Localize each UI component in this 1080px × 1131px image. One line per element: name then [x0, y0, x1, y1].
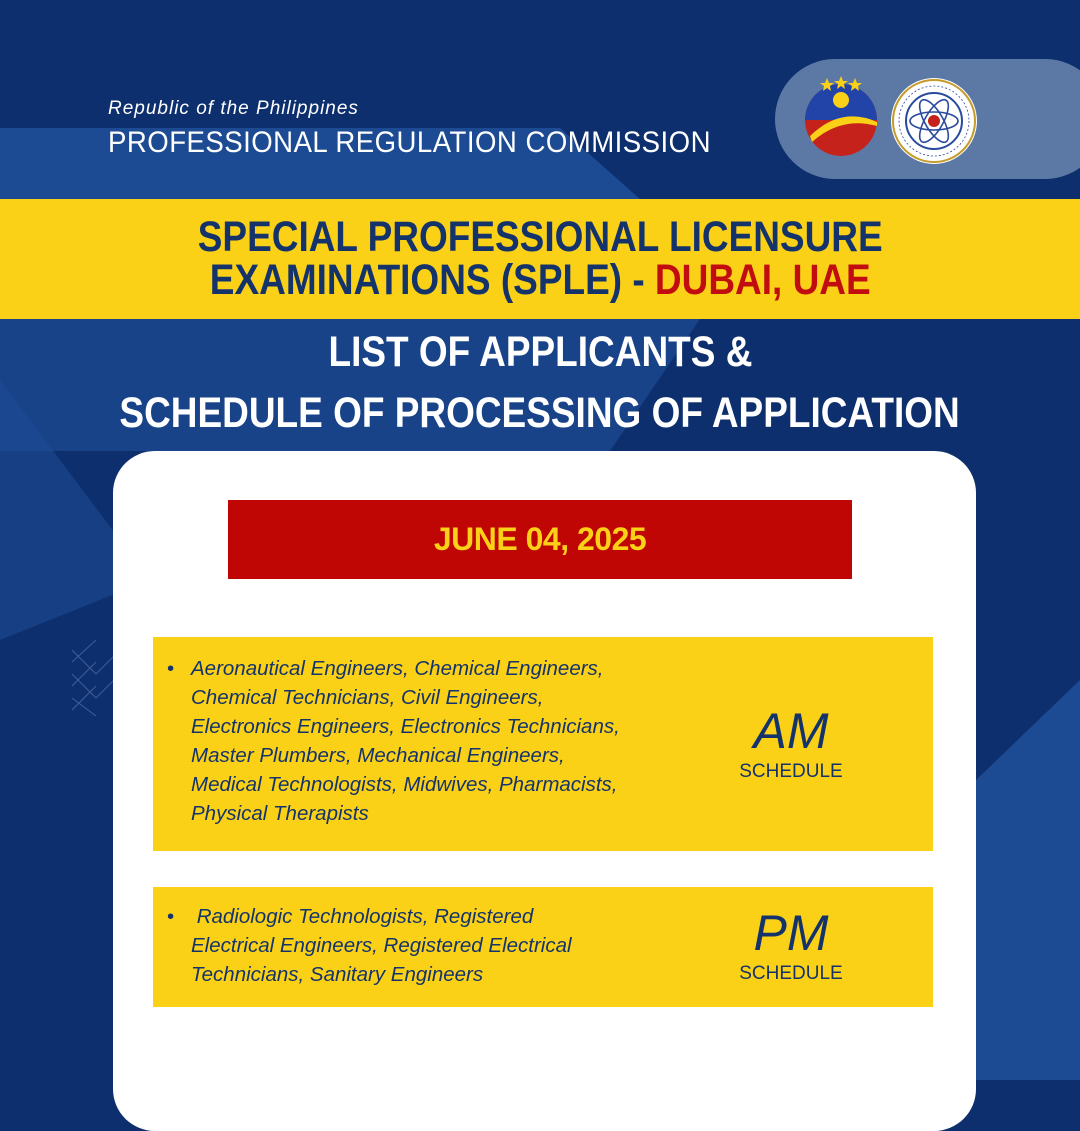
profession-line: Master Plumbers, Mechanical Engineers, [191, 744, 565, 767]
subheading-line-1 [0, 328, 1080, 377]
profession-line: Technicians, Sanitary Engineers [191, 963, 484, 986]
profession-line: Chemical Technicians, Civil Engineers, [191, 686, 544, 709]
bullet-icon: • [167, 905, 175, 928]
header-title: PROFESSIONAL REGULATION COMMISSION [108, 126, 712, 159]
profession-line: Electronics Engineers, Electronics Technicians, [191, 715, 620, 738]
banner-line-2-prefix: EXAMINATIONS (SPLE) - [209, 256, 655, 304]
am-period [736, 705, 846, 783]
header-subtitle: Republic of the Philippines [108, 98, 359, 119]
subheading-line-2 [0, 389, 1080, 438]
bullet-icon: • [167, 657, 175, 680]
period-label: AM [753, 703, 829, 759]
am-professions-list [167, 654, 691, 828]
schedule-label: SCHEDULE [739, 963, 843, 984]
banner-line-2 [209, 256, 871, 304]
profession-line: Aeronautical Engineers, Chemical Engineers, [191, 657, 604, 680]
header [108, 98, 763, 160]
philippine-government-logo-icon [800, 76, 882, 158]
profession-line: Physical Therapists [191, 802, 369, 825]
am-schedule-block [153, 637, 933, 851]
date-banner: JUNE 04, 2025 [228, 500, 852, 579]
pm-professions-list [167, 902, 691, 989]
period-label: PM [753, 905, 829, 961]
profession-line: Radiologic Technologists, Registered [191, 905, 534, 928]
schedule-label: SCHEDULE [739, 761, 843, 782]
profession-line: Electrical Engineers, Registered Electrical [191, 934, 572, 957]
profession-line: Medical Technologists, Midwives, Pharmacists, [191, 773, 618, 796]
title-banner [0, 199, 1080, 319]
subheading-line-2-text: SCHEDULE OF PROCESSING OF APPLICATION [119, 389, 961, 437]
banner-line-1: SPECIAL PROFESSIONAL LICENSURE [197, 213, 883, 261]
pm-schedule-block [153, 887, 933, 1007]
subheading-line-1-text: LIST OF APPLICANTS & [328, 328, 752, 376]
pm-period [736, 907, 846, 985]
banner-location: DUBAI, UAE [654, 256, 871, 304]
prc-seal-icon [890, 77, 978, 165]
